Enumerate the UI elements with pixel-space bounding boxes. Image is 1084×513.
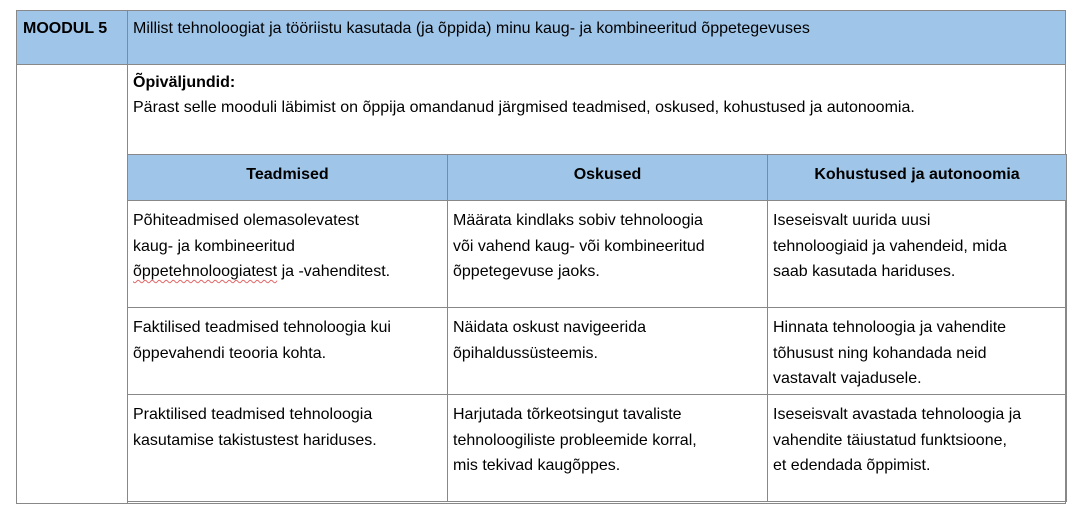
skills-cell	[448, 201, 768, 308]
cell-line: õppevahendi teooria kohta.	[133, 344, 327, 362]
cell-line	[133, 259, 442, 285]
module-title: Millist tehnoloogiat ja tööriistu kasutada (ja õppida) minu kaug- ja kombineeritud õppetegevuses	[133, 20, 810, 37]
autonomy-cell	[768, 201, 1067, 308]
cell-line: kaug- ja kombineeritud	[133, 237, 295, 255]
outcomes-header-row	[128, 155, 1067, 201]
cell-line: Faktilised teadmised tehnoloogia kui	[133, 319, 391, 336]
cell-line: vahendite täiustatud funktsioone,	[773, 431, 1007, 449]
learning-outcomes-heading: Õpiväljundid:	[133, 74, 236, 91]
skills-cell	[448, 395, 768, 502]
knowledge-cell	[128, 201, 448, 308]
cell-line: õppetegevuse jaoks.	[453, 263, 600, 280]
module-table	[16, 10, 1066, 504]
cell-line: Põhiteadmised olemasolevatest	[133, 212, 359, 229]
learning-outcomes-text: Pärast selle mooduli läbimist on õppija omandanud järgmised teadmised, oskused, kohustused ja autonoomia.	[133, 99, 915, 116]
cell-line: või vahend kaug- või kombineeritud	[453, 237, 705, 255]
header-autonomy: Kohustused ja autonoomia	[768, 155, 1067, 201]
cell-line: Hinnata tehnoloogia ja vahendite	[773, 319, 1007, 336]
header-knowledge: Teadmised	[128, 155, 448, 201]
cell-line: mis tekivad kaugõppes.	[453, 457, 621, 474]
cell-line: tõhusust ning kohandada neid	[773, 344, 987, 362]
cell-line: Näidata oskust navigeerida	[453, 319, 647, 336]
cell-line: Iseseisvalt uurida uusi	[773, 212, 931, 229]
cell-line: Määrata kindlaks sobiv tehnoloogia	[453, 212, 703, 229]
table-row	[128, 308, 1067, 395]
knowledge-cell	[128, 308, 448, 395]
cell-line: tehnoloogiliste probleemide korral,	[453, 431, 697, 449]
table-row	[128, 201, 1067, 308]
cell-line: kasutamise takistustest hariduses.	[133, 431, 377, 449]
cell-line: saab kasutada hariduses.	[773, 263, 956, 280]
cell-line: Harjutada tõrkeotsingut tavaliste	[453, 406, 682, 423]
header-skills: Oskused	[448, 155, 768, 201]
spellcheck-flagged-word: õppetehnoloogiatest	[133, 263, 278, 280]
cell-line: Praktilised teadmised tehnoloogia	[133, 406, 373, 423]
autonomy-cell	[768, 308, 1067, 395]
autonomy-cell	[768, 395, 1067, 502]
cell-line: Iseseisvalt avastada tehnoloogia ja	[773, 406, 1022, 423]
outcomes-table	[127, 154, 1067, 502]
knowledge-cell	[128, 395, 448, 502]
cell-line: vastavalt vajadusele.	[773, 370, 922, 387]
skills-cell	[448, 308, 768, 395]
cell-line: tehnoloogiaid ja vahendeid, mida	[773, 237, 1007, 255]
cell-text: ja -vahenditest.	[277, 263, 391, 280]
cell-line: et edendada õppimist.	[773, 457, 931, 474]
table-row	[128, 395, 1067, 502]
cell-line: õpihaldussüsteemis.	[453, 344, 598, 362]
module-label: MOODUL 5	[23, 20, 108, 37]
